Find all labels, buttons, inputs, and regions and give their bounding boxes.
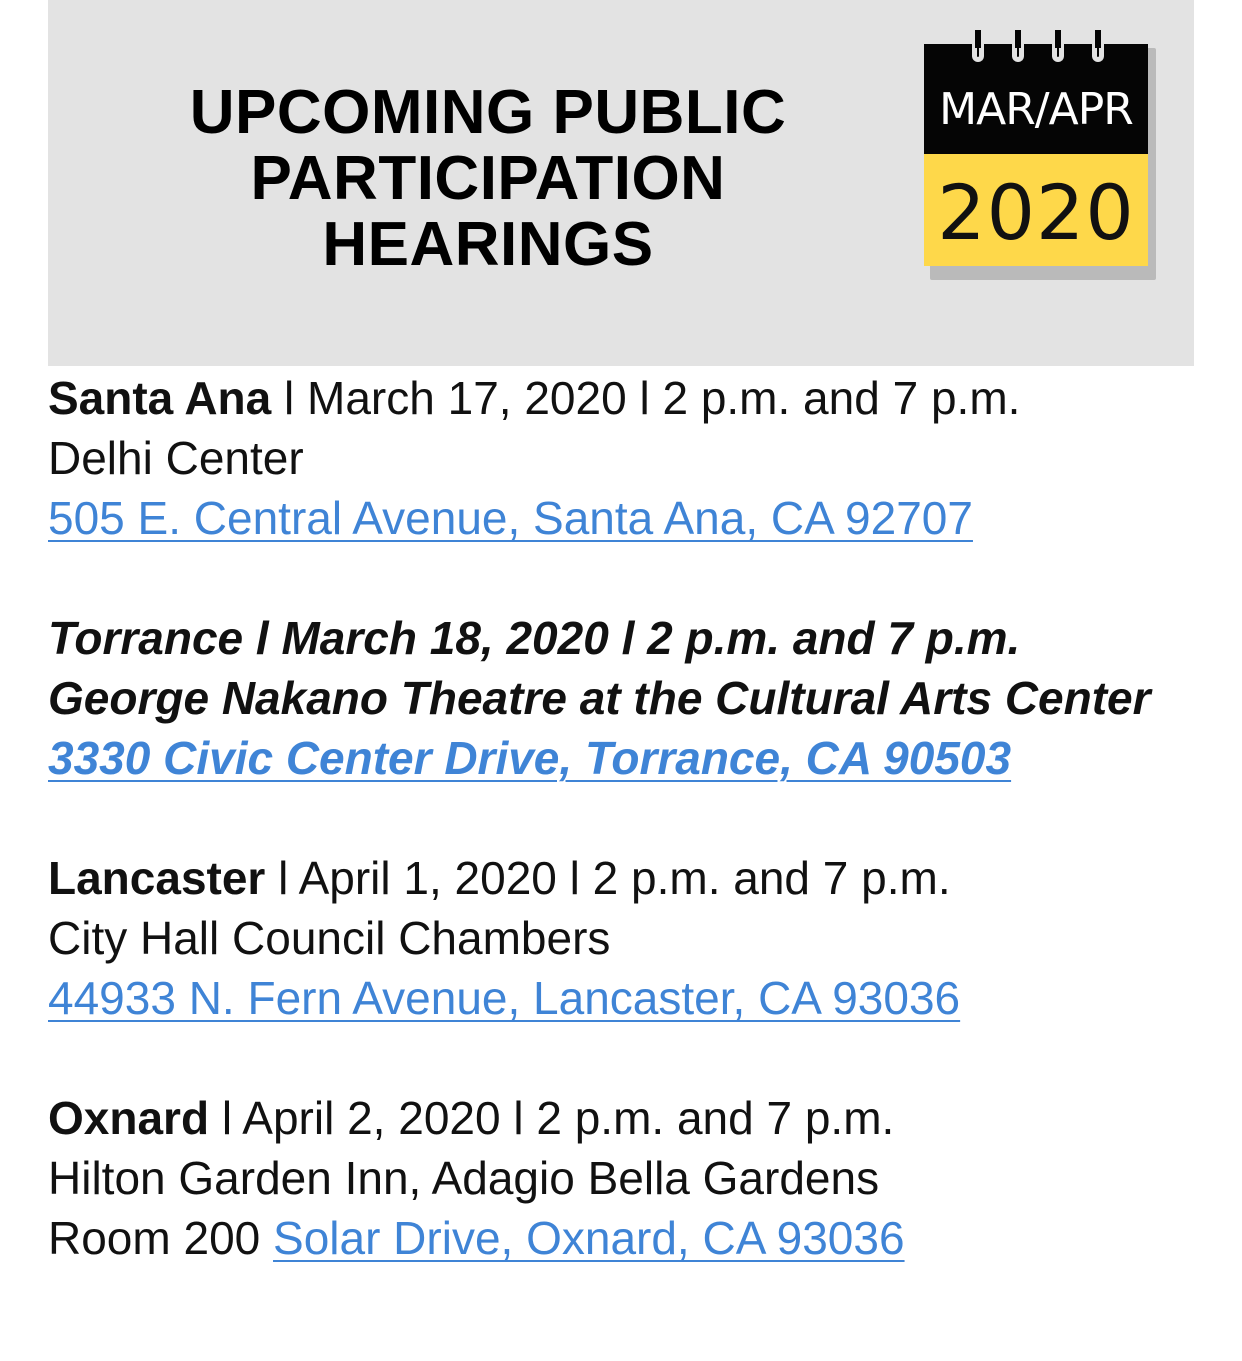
hearing-header — [48, 1088, 1228, 1148]
hearing-venue: City Hall Council Chambers — [48, 912, 611, 964]
hearings-list — [48, 368, 1228, 1328]
hearing-venue: Hilton Garden Inn, Adagio Bella Gardens — [48, 1152, 880, 1204]
calendar-year: 2020 — [937, 168, 1135, 257]
title-line-3: HEARINGS — [322, 210, 654, 279]
title-line-1: UPCOMING PUBLIC — [189, 78, 787, 147]
hearing-oxnard — [48, 1088, 1228, 1268]
hearing-details: l March 18, 2020 l 2 p.m. and 7 p.m. — [243, 612, 1021, 664]
hearing-address-link[interactable]: 3330 Civic Center Drive, Torrance, CA 90503 — [48, 732, 1012, 784]
hearing-lancaster — [48, 848, 1228, 1028]
hearing-torrance — [48, 608, 1228, 788]
calendar-month: MAR/APR — [939, 84, 1133, 135]
hearing-city: Torrance — [48, 612, 244, 664]
calendar-icon — [924, 32, 1152, 272]
hearing-santa-ana — [48, 368, 1228, 548]
calendar-ring-icon — [1012, 32, 1024, 62]
hearing-address-link[interactable]: 505 E. Central Avenue, Santa Ana, CA 92707 — [48, 492, 973, 544]
hearing-address-link[interactable]: 44933 N. Fern Avenue, Lancaster, CA 93036 — [48, 972, 961, 1024]
hearing-venue: Delhi Center — [48, 432, 304, 484]
hearing-city: Santa Ana — [48, 372, 272, 424]
hearing-address-link[interactable]: Solar Drive, Oxnard, CA 93036 — [273, 1212, 905, 1264]
hearing-header — [48, 608, 1228, 668]
hearing-details: l March 17, 2020 l 2 p.m. and 7 p.m. — [271, 372, 1021, 424]
calendar-ring-icon — [1092, 32, 1104, 62]
hearing-city: Oxnard — [48, 1092, 210, 1144]
hearing-details: l April 2, 2020 l 2 p.m. and 7 p.m. — [209, 1092, 895, 1144]
title-line-2: PARTICIPATION — [250, 144, 726, 213]
hearing-details: l April 1, 2020 l 2 p.m. and 7 p.m. — [265, 852, 951, 904]
hearing-header — [48, 368, 1228, 428]
hearing-room: Room 200 — [48, 1212, 274, 1264]
hearing-venue: George Nakano Theatre at the Cultural Arts Center — [48, 672, 1151, 724]
header-banner — [48, 0, 1194, 366]
hearing-city: Lancaster — [48, 852, 266, 904]
hearing-header — [48, 848, 1228, 908]
calendar-ring-icon — [1052, 32, 1064, 62]
page-title — [148, 80, 828, 278]
calendar-ring-icon — [972, 32, 984, 62]
